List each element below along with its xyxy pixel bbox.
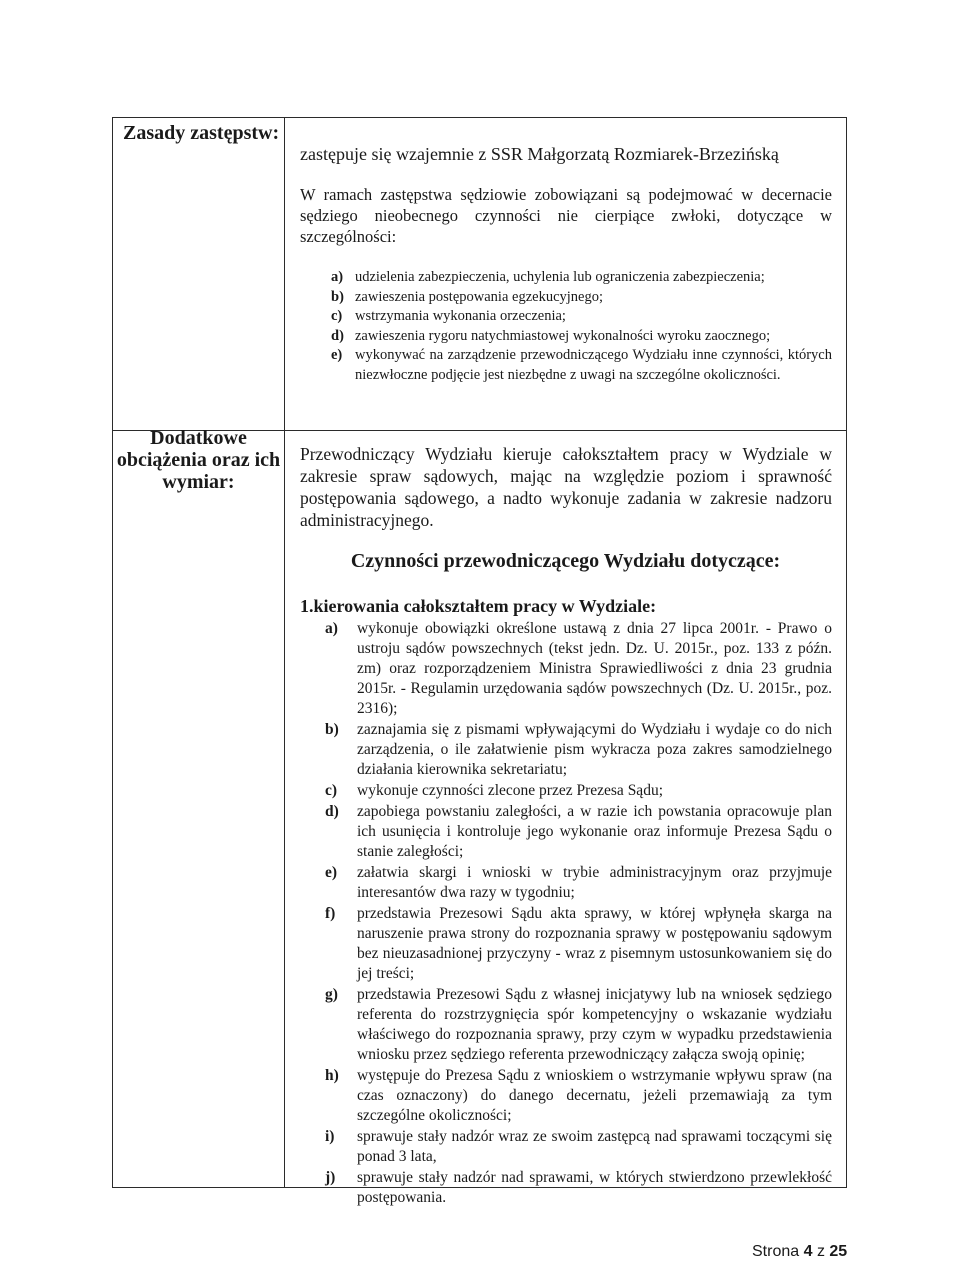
list-item (325, 720, 832, 780)
item-marker: e) (325, 864, 338, 881)
item-text: załatwia skargi i wnioski w trybie administracyjnym oraz przyjmuje interesantów dwa razy w tygodniu; (357, 864, 832, 901)
item-text: zapobiega powstaniu zaległości, a w razie ich powstania opracowuje plan ich usunięcia i kontroluje jego wykonanie oraz informuje Prezesa Sądu o stanie zaległości; (357, 803, 832, 860)
item-marker: j) (325, 1169, 336, 1186)
section-subheading: 1.kierowania całokształtem pracy w Wydziale: (300, 596, 657, 616)
content-table (112, 117, 847, 1206)
list-item (325, 619, 832, 719)
label-substitution: Zasady zastępstw: (123, 122, 280, 144)
item-marker: i) (325, 1128, 335, 1145)
page-separator: z (816, 1243, 825, 1260)
list-item (325, 863, 832, 903)
item-text: wykonuje obowiązki określone ustawą z dnia 27 lipca 2001r. - Prawo o ustroju sądów powszechnych (tekst jedn. Dz. U. 2015r., poz. 133 z późn. zm) oraz rozporządzeniem Ministra Sprawiedliwości z dnia 23 grudnia 2015r. - Regulamin urzędowania sądów powszechnych (Dz. U. 2015r., poz. 2316); (357, 620, 832, 717)
section-heading: Czynności przewodniczącego Wydziału dotyczące: (350, 550, 781, 572)
item-marker: c) (325, 782, 338, 799)
substitution-first-line: zastępuje się wzajemnie z SSR Małgorzatą Rozmiarek-Brzezińską (300, 144, 779, 164)
item-marker: d) (331, 327, 344, 344)
item-marker: f) (325, 905, 336, 922)
item-text: przedstawia Prezesowi Sądu z własnej inicjatywy lub na wniosek sędziego referenta do rozstrzygnięcia spór kompetencyjny o wskazanie wydziału właściwego do rozpoznania sprawy, przy czym w wypadku przedstawienia wniosku przez sędziego referenta przewodniczący załącza swoją opinię; (357, 986, 832, 1063)
item-marker: a) (331, 269, 344, 285)
item-text: zawieszenia rygoru natychmiastowej wykonalności wyroku zaocznego; (355, 327, 771, 344)
total-pages: 25 (829, 1243, 848, 1260)
item-text: zawieszenia postępowania egzekucyjnego; (355, 288, 604, 305)
list-item (331, 307, 832, 327)
item-marker: b) (331, 288, 344, 305)
list-item (331, 346, 832, 385)
item-marker: g) (325, 986, 338, 1003)
list-item (325, 904, 832, 984)
list-item (331, 268, 832, 288)
substitution-intro: W ramach zastępstwa sędziowie zobowiązani są podejmować w decernacie sędziego nieobecnego czynności nie cierpiące zwłoki, dotyczące w szczególności: (300, 185, 832, 246)
item-text: wstrzymania wykonania orzeczenia; (355, 308, 566, 324)
additional-intro: Przewodniczący Wydziału kieruje całokształtem pracy w Wydziale w zakresie spraw sądowych, mając na względzie poziom i sprawność postępowania sądowego, a nadto wykonuje zadania w zakresie nadzoru administracyjnego. (300, 444, 832, 530)
list-item (325, 1127, 832, 1167)
item-text: sprawuje stały nadzór nad sprawami, w których stwierdzono przewlekłość postępowania. (357, 1169, 832, 1206)
list-item (325, 1168, 832, 1208)
item-marker: b) (325, 721, 339, 738)
list-item (325, 985, 832, 1065)
item-marker: d) (325, 803, 339, 820)
substitution-list (331, 268, 832, 385)
item-text: udzielenia zabezpieczenia, uchylenia lub ograniczenia zabezpieczenia; (355, 269, 765, 285)
list-item (325, 781, 832, 801)
item-marker: e) (331, 347, 343, 363)
page-number (752, 1243, 847, 1261)
item-marker: a) (325, 620, 338, 637)
list-item (331, 327, 832, 347)
duties-list (325, 619, 832, 1209)
item-text: wykonywać na zarządzenie przewodniczącego Wydziału inne czynności, których niezwłoczne podjęcie jest niezbędne z uwagi na szczególne okoliczności. (355, 347, 832, 383)
item-text: wykonuje czynności zlecone przez Prezesa Sądu; (357, 782, 663, 799)
item-text: zaznajamia się z pismami wpływającymi do Wydziału i wydaje co do nich zarządzenia, o ile załatwienie pism wykracza poza zakres samodzielnego działania kierownika sekretariatu; (357, 721, 832, 778)
list-item (331, 288, 832, 308)
item-text: sprawuje stały nadzór wraz ze swoim zastępcą nad sprawami toczącymi się ponad 3 lata, (357, 1128, 832, 1165)
item-marker: c) (331, 308, 343, 324)
current-page: 4 (803, 1243, 813, 1260)
item-marker: h) (325, 1067, 339, 1084)
page-prefix: Strona (752, 1243, 800, 1260)
list-item (325, 1066, 832, 1126)
list-item (325, 802, 832, 862)
column-divider (284, 118, 285, 1187)
label-additional: Dodatkowe obciążenia oraz ich wymiar: (116, 427, 281, 493)
item-text: przedstawia Prezesowi Sądu akta sprawy, w której wpłynęła skarga na naruszenie prawa strony do rozpoznania sprawy w postępowaniu sądowym bez nieuzasadnionej przyczyny - wraz z pisemnym ustosunkowaniem się do jej treści; (357, 905, 832, 982)
item-text: występuje do Prezesa Sądu z wnioskiem o wstrzymanie wpływu spraw (na czas oznaczony) do danego decernatu, jeżeli przemawiają za tym szczególne okoliczności; (357, 1067, 832, 1124)
